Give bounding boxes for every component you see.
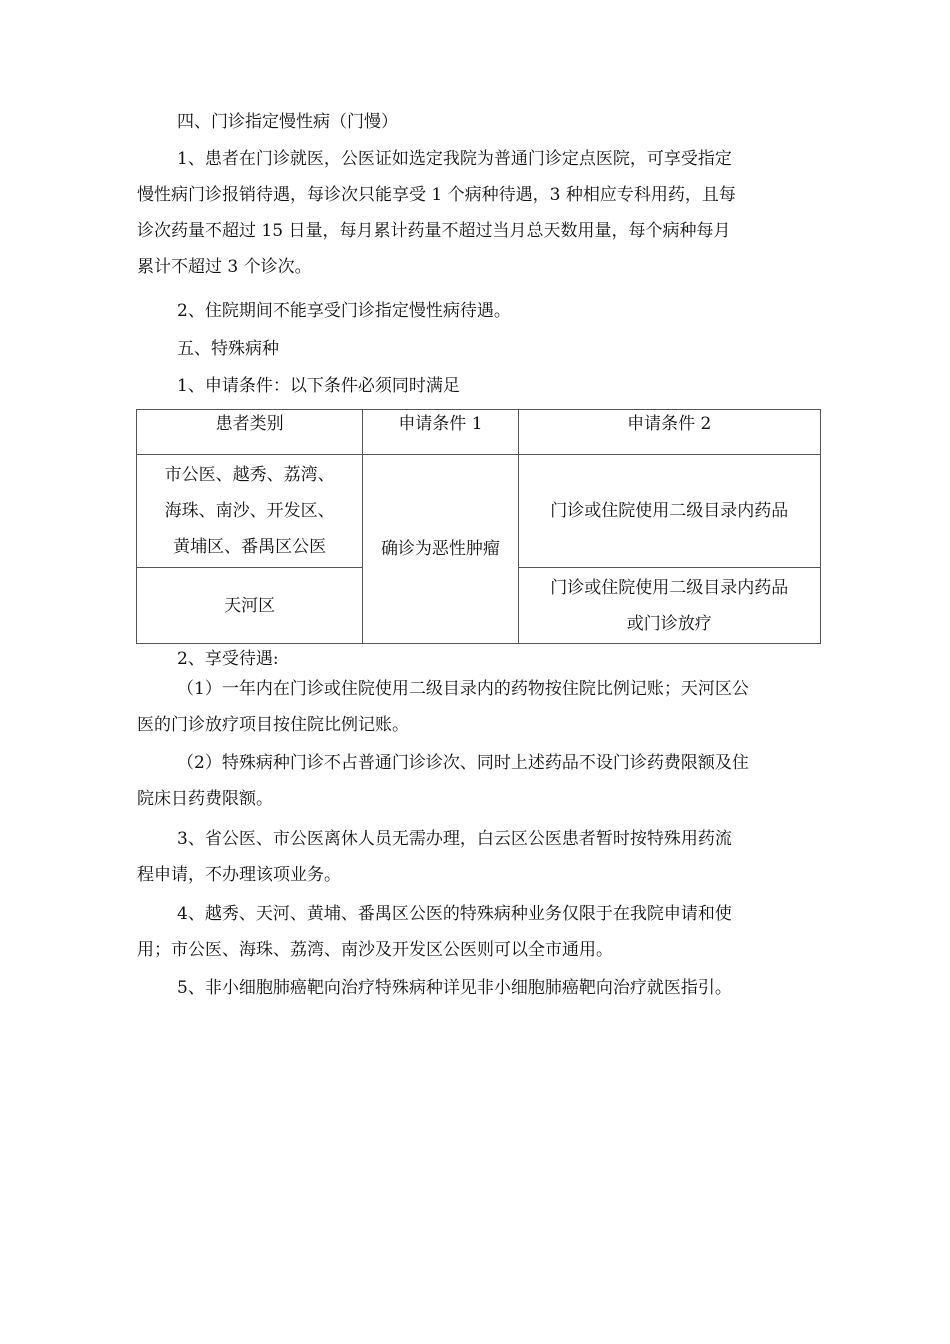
section5-item2: 2、享受待遇: xyxy=(177,649,279,669)
section5-item3-line1: 3、省公医、市公医离休人员无需办理，白云区公医患者暂时按特殊用药流 xyxy=(177,829,732,849)
table-header-row xyxy=(137,410,821,455)
item2-sub2-line2: 院床日药费限额。 xyxy=(137,789,273,809)
table-header-cell: 申请条件 2 xyxy=(518,410,820,455)
item2-sub1-line2: 医的门诊放疗项目按住院比例记账。 xyxy=(137,715,409,735)
section5-heading: 五、特殊病种 xyxy=(177,339,279,359)
table-cell-category xyxy=(137,455,363,568)
item2-sub1-line1: （1）一年内在门诊或住院使用二级目录内的药物按住院比例记账；天河区公 xyxy=(177,679,749,699)
section4-item1-line2: 慢性病门诊报销待遇，每诊次只能享受 1 个病种待遇，3 种相应专科用药，且每 xyxy=(137,185,736,205)
section4-item1-line1: 1、患者在门诊就医，公医证如选定我院为普通门诊定点医院，可享受指定 xyxy=(177,149,732,169)
section5-item1: 1、申请条件：以下条件必须同时满足 xyxy=(177,376,460,396)
table-cell-condition1: 确诊为恶性肿瘤 xyxy=(363,455,518,644)
section4-item1-line4: 累计不超过 3 个诊次。 xyxy=(137,257,312,277)
condition2-line: 或门诊放疗 xyxy=(626,613,712,634)
table-cell-condition2: 门诊或住院使用二级目录内药品 xyxy=(518,455,820,568)
item2-sub2-line1: （2）特殊病种门诊不占普通门诊诊次、同时上述药品不设门诊药费限额及住 xyxy=(177,753,749,773)
table-header-cell: 申请条件 1 xyxy=(363,410,518,455)
table-row xyxy=(137,455,821,568)
table-cell-category: 天河区 xyxy=(137,568,363,644)
section5-item5: 5、非小细胞肺癌靶向治疗特殊病种详见非小细胞肺癌靶向治疗就医指引。 xyxy=(177,978,732,998)
category-line: 市公医、越秀、荔湾、 xyxy=(164,465,335,485)
category-line: 海珠、南沙、开发区、 xyxy=(164,501,335,521)
section5-item3-line2: 程申请，不办理该项业务。 xyxy=(137,865,341,885)
section4-item2: 2、住院期间不能享受门诊指定慢性病待遇。 xyxy=(177,301,511,321)
table-cell-condition2 xyxy=(518,568,820,644)
category-line: 黄埔区、番禺区公医 xyxy=(173,537,327,557)
conditions-table xyxy=(136,409,821,644)
condition2-line: 门诊或住院使用二级目录内药品 xyxy=(550,577,789,598)
section4-item1-line3: 诊次药量不超过 15 日量，每月累计药量不超过当月总天数用量，每个病种每月 xyxy=(137,221,731,241)
table-header-cell: 患者类别 xyxy=(137,410,363,455)
section4-heading: 四、门诊指定慢性病（门慢） xyxy=(177,112,398,132)
section5-item4-line2: 用；市公医、海珠、荔湾、南沙及开发区公医则可以全市通用。 xyxy=(137,940,613,960)
section5-item4-line1: 4、越秀、天河、黄埔、番禺区公医的特殊病种业务仅限于在我院申请和使 xyxy=(177,904,732,924)
